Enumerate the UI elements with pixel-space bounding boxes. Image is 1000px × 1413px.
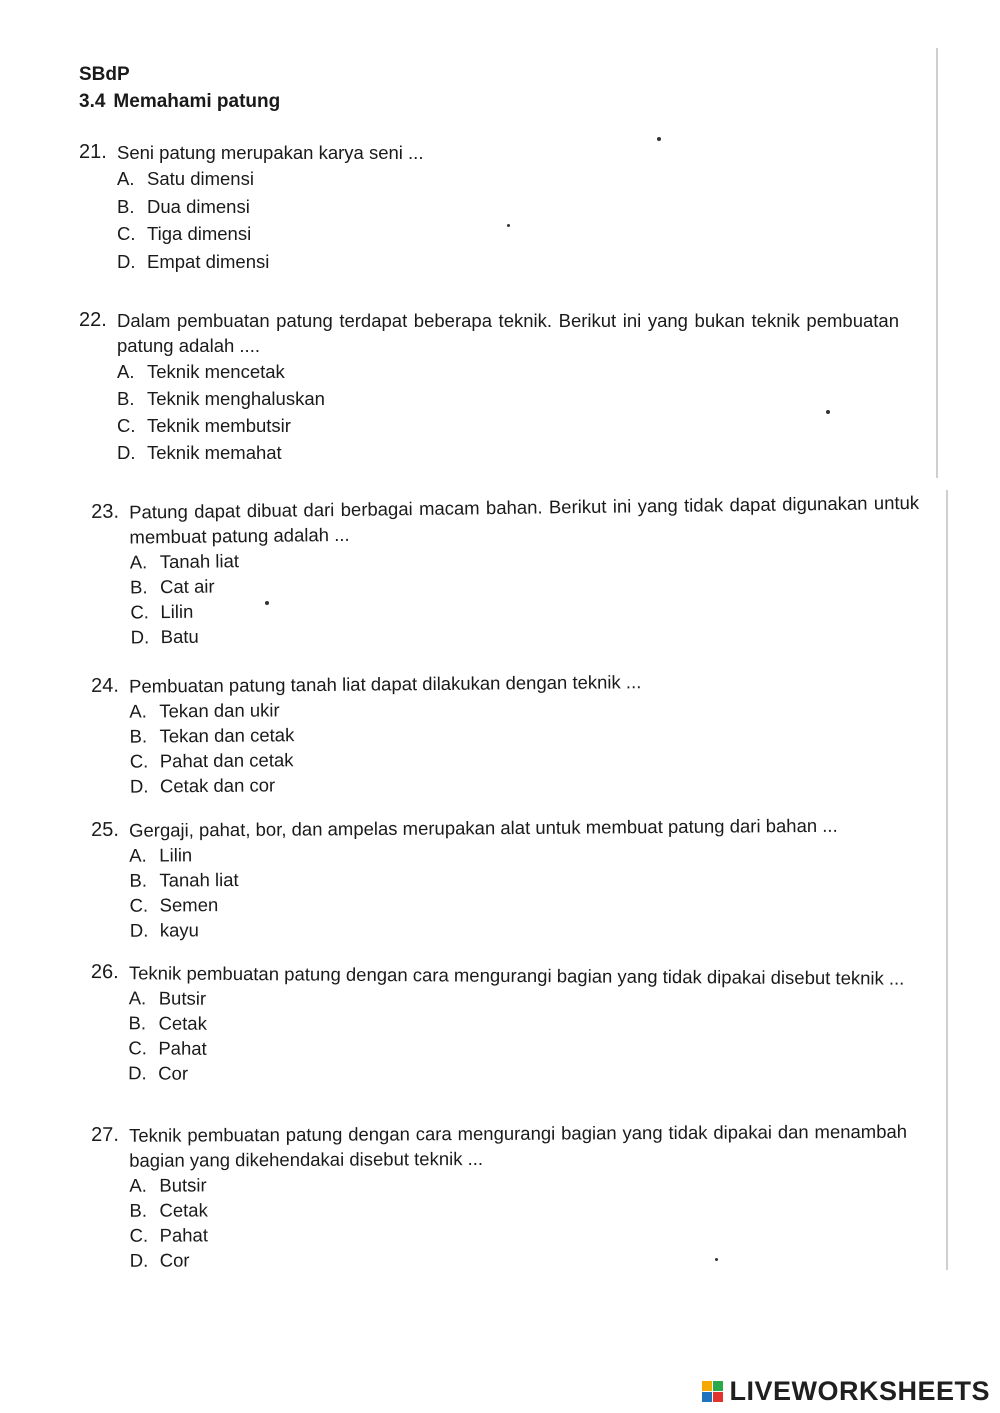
option-letter: D. <box>117 442 136 463</box>
question-text: Teknik pembuatan patung dengan cara mengurangi bagian yang tidak dipakai dan menambah bagian yang dikehendakai disebut teknik ... <box>129 1120 908 1171</box>
answer-options <box>129 693 812 799</box>
question-23 <box>91 490 921 650</box>
option-text: Teknik memahat <box>147 442 282 463</box>
option-letter: D. <box>129 919 149 941</box>
option-text: Dua dimensi <box>147 195 250 217</box>
answer-option <box>117 165 579 193</box>
answer-option <box>117 385 899 412</box>
answer-option <box>130 1244 908 1273</box>
question-text: Pembuatan patung tanah liat dapat dilakukan dengan teknik ... <box>129 671 642 697</box>
brand-name: LIVEWORKSHEETS <box>729 1376 990 1406</box>
option-letter: A. <box>129 844 147 866</box>
subject-heading: SBdP <box>79 64 130 85</box>
option-text: Pahat <box>159 1224 209 1246</box>
answer-option <box>117 248 579 276</box>
answer-option <box>117 439 899 466</box>
question-stem <box>91 490 920 550</box>
option-text: Cor <box>159 1249 190 1271</box>
question-number: 27. <box>91 1123 119 1146</box>
answer-options <box>117 358 899 466</box>
option-text: kayu <box>159 919 199 941</box>
scan-edge-line <box>936 48 938 478</box>
option-text: Tanah liat <box>159 550 240 573</box>
answer-options <box>117 165 579 275</box>
option-letter: B. <box>129 869 147 891</box>
scan-speck <box>826 410 830 414</box>
liveworksheets-logo <box>702 1376 990 1407</box>
option-letter: B. <box>128 1012 147 1034</box>
option-letter: A. <box>128 987 147 1009</box>
option-letter: C. <box>129 1224 149 1246</box>
question-text: Seni patung merupakan karya seni ... <box>117 142 424 163</box>
topic-title: Memahami patung <box>113 91 281 112</box>
option-letter: C. <box>129 750 149 772</box>
answer-options <box>128 985 911 1090</box>
answer-options <box>130 540 921 650</box>
option-letter: D. <box>128 1062 147 1084</box>
option-letter: B. <box>117 195 135 217</box>
scan-speck <box>715 1258 718 1261</box>
option-letter: A. <box>129 551 148 573</box>
option-text: Cetak dan cor <box>159 774 276 797</box>
option-letter: A. <box>129 1174 147 1196</box>
option-letter: B. <box>117 388 135 409</box>
option-text: Lilin <box>159 844 193 866</box>
option-text: Teknik membutsir <box>147 415 291 436</box>
option-letter: D. <box>117 250 136 272</box>
scan-speck <box>507 224 510 227</box>
option-letter: D. <box>129 775 149 797</box>
option-text: Satu dimensi <box>147 168 254 190</box>
option-text: Cor <box>158 1062 189 1084</box>
option-letter: D. <box>129 1249 149 1271</box>
option-letter: C. <box>128 1037 147 1059</box>
option-letter: B. <box>129 576 148 598</box>
answer-option <box>117 358 899 385</box>
option-letter: B. <box>129 1199 147 1221</box>
answer-option <box>117 412 899 439</box>
question-25 <box>91 812 892 943</box>
logo-square <box>702 1392 712 1402</box>
question-21 <box>79 140 579 275</box>
option-text: Tanah liat <box>159 868 239 891</box>
question-27 <box>91 1119 908 1273</box>
answer-option <box>128 1060 910 1090</box>
option-letter: A. <box>117 361 135 382</box>
question-text: Gergaji, pahat, bor, dan ampelas merupakan alat untuk membuat patung dari bahan ... <box>129 814 838 841</box>
option-text: Pahat dan cetak <box>159 749 294 772</box>
option-text: Butsir <box>159 1174 207 1196</box>
logo-square <box>713 1381 723 1391</box>
answer-option <box>130 768 812 799</box>
scan-edge-line <box>946 490 948 1270</box>
option-letter: A. <box>117 168 135 190</box>
option-text: Cetak <box>159 1199 208 1221</box>
question-number: 25. <box>91 818 119 841</box>
question-24 <box>91 668 812 799</box>
question-22 <box>79 308 899 466</box>
scan-speck <box>657 137 661 141</box>
question-text: Teknik pembuatan patung dengan cara mengurangi bagian yang tidak dipakai disebut teknik ... <box>128 962 905 989</box>
question-number: 21. <box>79 141 107 163</box>
question-number: 24. <box>91 674 120 697</box>
question-text: Dalam pembuatan patung terdapat beberapa teknik. Berikut ini yang bukan teknik pembuatan patung adalah .... <box>117 310 899 356</box>
option-text: Tekan dan ukir <box>159 699 280 722</box>
option-text: Semen <box>159 894 219 916</box>
option-text: Cetak <box>158 1012 207 1034</box>
option-text: Cat air <box>159 575 215 598</box>
option-text: Teknik mencetak <box>147 361 285 382</box>
option-text: Tiga dimensi <box>147 223 252 245</box>
answer-option <box>130 912 892 942</box>
option-letter: A. <box>129 700 147 722</box>
question-stem <box>79 308 899 358</box>
answer-options <box>129 837 892 942</box>
scan-speck <box>265 601 269 605</box>
question-number: 23. <box>91 500 120 523</box>
option-text: Teknik menghaluskan <box>147 388 325 409</box>
topic-heading <box>79 91 280 113</box>
option-letter: C. <box>117 415 136 436</box>
question-stem <box>79 140 579 165</box>
option-text: Batu <box>160 625 199 648</box>
option-letter: C. <box>130 601 149 623</box>
answer-options <box>129 1169 908 1273</box>
logo-square <box>702 1381 712 1391</box>
option-text: Tekan dan cetak <box>159 724 295 747</box>
option-text: Empat dimensi <box>147 250 270 272</box>
question-text: Patung dapat dibuat dari berbagai macam bahan. Berikut ini yang tidak dapat digunakan untuk membuat patung adalah ... <box>129 491 920 548</box>
question-26 <box>90 960 911 1091</box>
question-stem <box>91 1119 907 1173</box>
option-letter: D. <box>130 626 150 648</box>
option-letter: C. <box>117 223 136 245</box>
question-number: 22. <box>79 309 107 331</box>
option-text: Lilin <box>160 600 194 623</box>
option-letter: B. <box>129 725 148 747</box>
answer-option <box>117 193 579 221</box>
topic-number: 3.4 <box>79 91 106 112</box>
option-letter: C. <box>129 894 149 916</box>
option-text: Butsir <box>158 987 207 1009</box>
logo-grid-icon <box>702 1381 723 1402</box>
option-text: Pahat <box>158 1037 207 1059</box>
question-number: 26. <box>90 961 119 984</box>
logo-square <box>713 1392 723 1402</box>
